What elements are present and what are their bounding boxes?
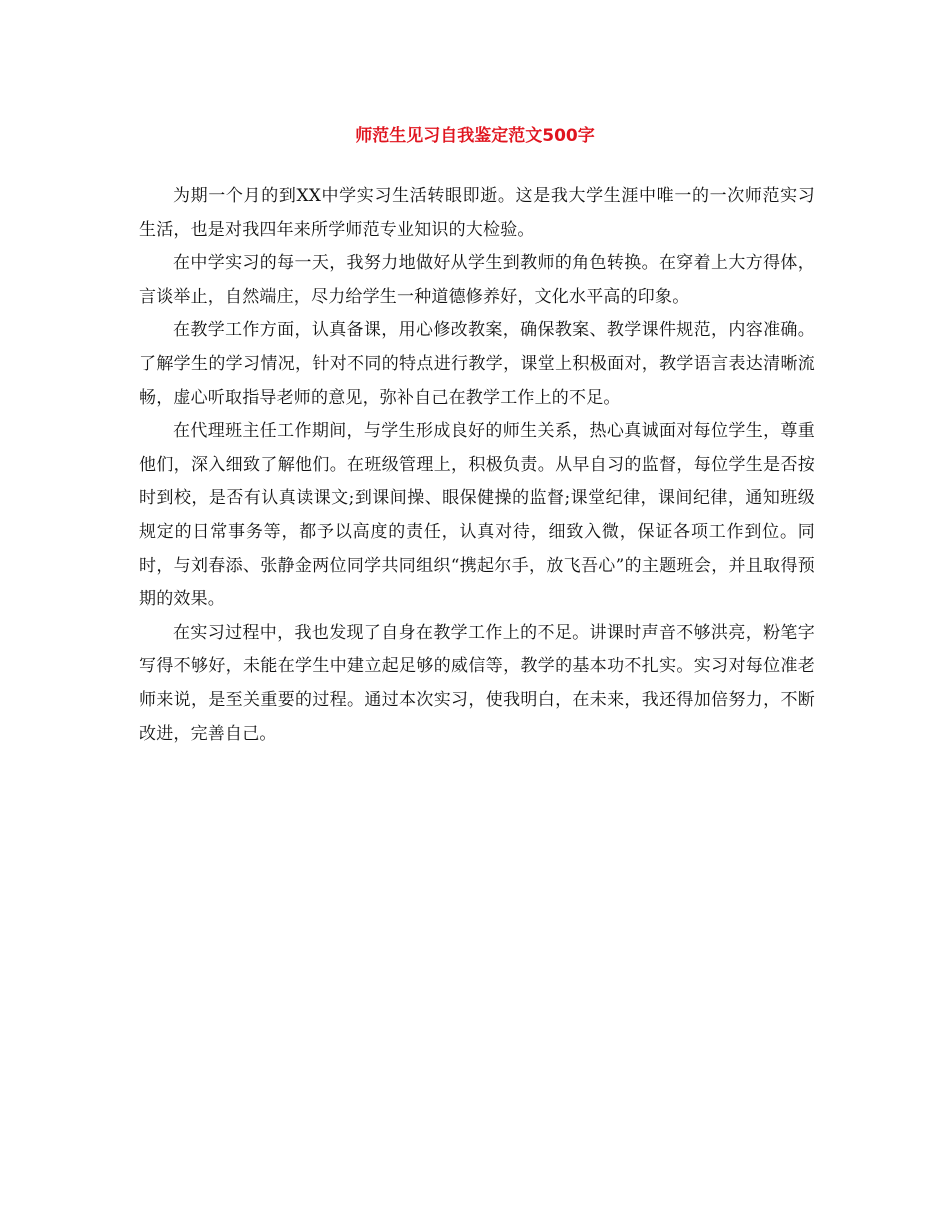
paragraph-1: 为期一个月的到XX中学实习生活转眼即逝。这是我大学生涯中唯一的一次师范实习生活，也是对我四年来所学师范专业知识的大检验。 [139,186,815,240]
paragraph-2: 在中学实习的每一天，我努力地做好从学生到教师的角色转换。在穿着上大方得体，言谈举止，自然端庄，尽力给学生一种道德修养好，文化水平高的印象。 [139,253,815,307]
paragraph-3: 在教学工作方面，认真备课，用心修改教案，确保教案、教学课件规范，内容准确。了解学生的学习情况，针对不同的特点进行教学，课堂上积极面对，教学语言表达清晰流畅，虚心听取指导老师的意见，弥补自己在教学工作上的不足。 [139,320,815,408]
document-title: 师范生见习自我鉴定范文500字 [355,126,595,146]
paragraph-5: 在实习过程中，我也发现了自身在教学工作上的不足。讲课时声音不够洪亮，粉笔字写得不够好，未能在学生中建立起足够的威信等，教学的基本功不扎实。实习对每位准老师来说，是至关重要的过程。通过本次实习，使我明白，在未来，我还得加倍努力，不断改进，完善自己。 [139,622,815,744]
document-body [139,180,815,751]
paragraph-4: 在代理班主任工作期间，与学生形成良好的师生关系，热心真诚面对每位学生，尊重他们，深入细致了解他们。在班级管理上，积极负责。从早自习的监督，每位学生是否按时到校，是否有认真读课文;到课间操、眼保健操的监督;课堂纪律，课间纪律，通知班级规定的日常事务等，都予以高度的责任，认真对待，细致入微，保证各项工作到位。同时，与刘春添、张静金两位同学共同组织“携起尔手，放飞吾心”的主题班会，并且取得预期的效果。 [139,421,815,610]
